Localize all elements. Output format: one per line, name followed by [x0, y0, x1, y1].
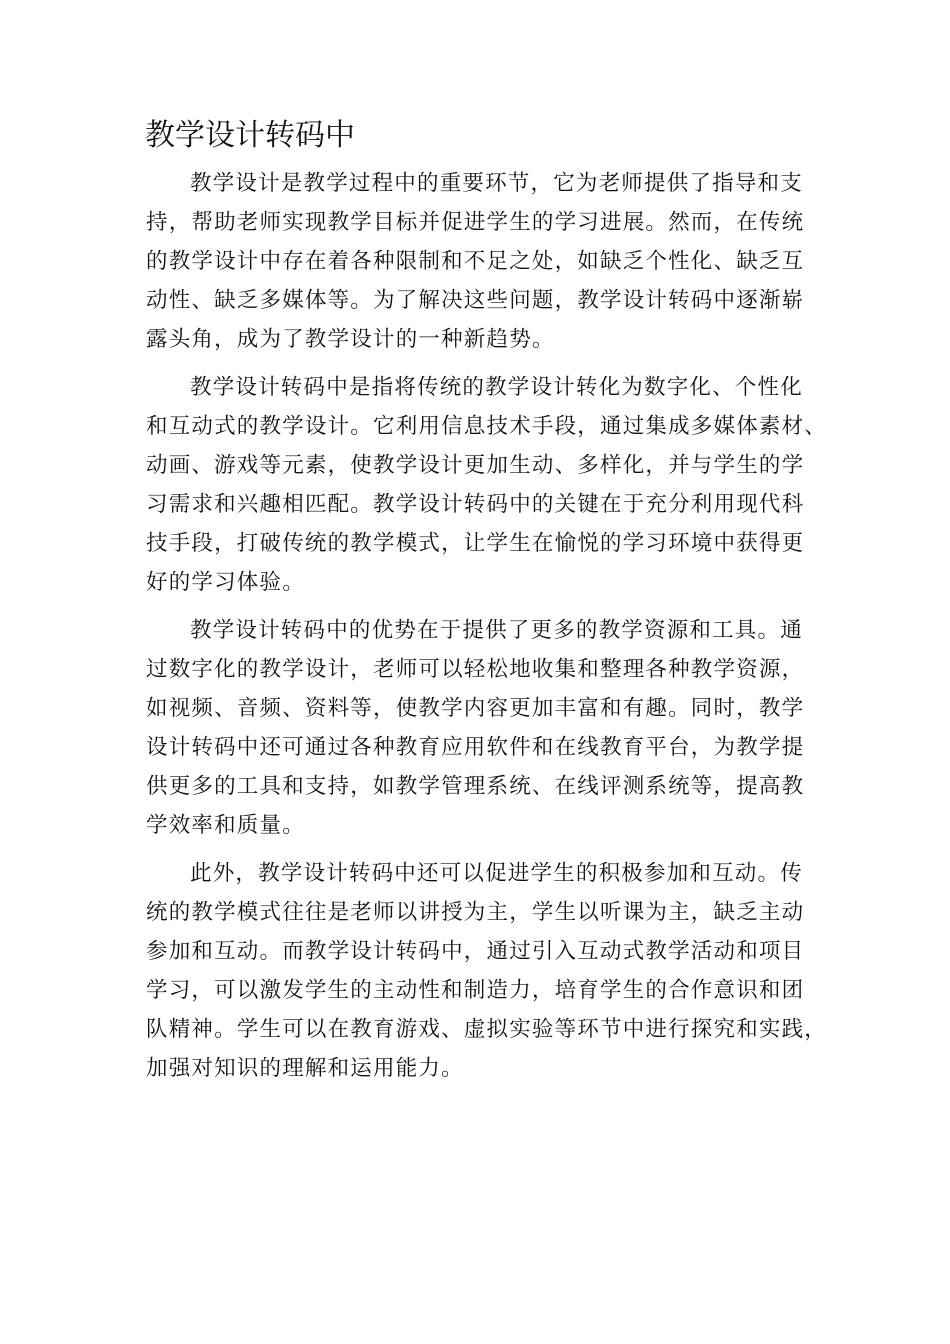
paragraph-line: 持，帮助老师实现教学目标并促进学生的学习进展。然而，在传统: [146, 210, 805, 235]
paragraph-line: 如视频、音频、资料等，使教学内容更加丰富和有趣。同时，教学: [146, 696, 805, 721]
paragraph-line: 参加和互动。而教学设计转码中，通过引入互动式教学活动和项目: [146, 939, 805, 964]
document-title: 教学设计转码中: [145, 118, 355, 153]
paragraph-line: 供更多的工具和支持，如教学管理系统、在线评测系统等，提高教: [146, 774, 805, 799]
paragraph-line: 学习，可以激发学生的主动性和制造力，培育学生的合作意识和团: [146, 978, 805, 1003]
paragraph-4: [146, 854, 828, 1088]
paragraph-line: 设计转码中还可通过各种教育应用软件和在线教育平台，为教学提: [146, 735, 805, 760]
paragraph-line: 此外，教学设计转码中还可以促进学生的积极参加和互动。传: [190, 861, 803, 886]
document-body: [146, 164, 828, 1088]
paragraph-line: 队精神。学生可以在教育游戏、虚拟实验等环节中进行探究和实践，: [146, 1017, 828, 1042]
paragraph-line: 习需求和兴趣相匹配。教学设计转码中的关键在于充分利用现代科: [146, 492, 805, 517]
paragraph-line: 和互动式的教学设计。它利用信息技术手段，通过集成多媒体素材、: [146, 414, 828, 439]
paragraph-line: 动画、游戏等元素，使教学设计更加生动、多样化，并与学生的学: [146, 453, 805, 478]
paragraph-line: 加强对知识的理解和运用能力。: [146, 1056, 464, 1081]
paragraph-1: [146, 164, 811, 359]
paragraph-line: 技手段，打破传统的教学模式，让学生在愉悦的学习环境中获得更: [146, 531, 805, 556]
paragraph-line: 好的学习体验。: [146, 570, 305, 595]
paragraph-line: 教学设计是教学过程中的重要环节，它为老师提供了指导和支: [190, 171, 803, 196]
paragraph-line: 学效率和质量。: [146, 813, 305, 838]
paragraph-line: 统的教学模式往往是老师以讲授为主，学生以听课为主，缺乏主动: [146, 900, 805, 925]
paragraph-line: 教学设计转码中是指将传统的教学设计转化为数字化、个性化: [190, 375, 803, 400]
paragraph-line: 过数字化的教学设计，老师可以轻松地收集和整理各种教学资源，: [146, 657, 805, 682]
paragraph-3: [146, 611, 811, 845]
paragraph-line: 露头角，成为了教学设计的一种新趋势。: [146, 327, 555, 352]
paragraph-2: [146, 368, 828, 602]
paragraph-line: 的教学设计中存在着各种限制和不足之处，如缺乏个性化、缺乏互: [146, 249, 805, 274]
paragraph-line: 教学设计转码中的优势在于提供了更多的教学资源和工具。通: [190, 618, 803, 643]
paragraph-line: 动性、缺乏多媒体等。为了解决这些问题，教学设计转码中逐渐崭: [146, 288, 805, 313]
